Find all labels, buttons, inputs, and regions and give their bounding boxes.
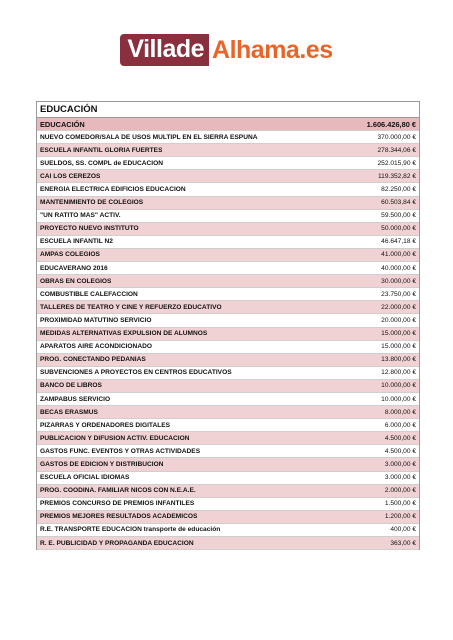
row-amount: 40.000,00 € xyxy=(381,264,416,272)
row-label: PIZARRAS Y ORDENADORES DIGITALES xyxy=(40,421,171,429)
row-label: NUEVO COMEDOR/SALA DE USOS MULTIPL EN EL SIERRA ESPUÑA xyxy=(40,133,258,141)
row-label: APARATOS AIRE ACONDICIONADO xyxy=(40,343,152,351)
row-amount: 59.500,00 € xyxy=(381,212,416,220)
table-row xyxy=(37,210,419,223)
row-label: TALLERES DE TEATRO Y CINE Y REFUERZO EDUCATIVO xyxy=(40,303,222,311)
logo-part-alhama: Alhama.es xyxy=(212,36,333,64)
row-amount: 23.750,00 € xyxy=(381,290,416,298)
row-label: MANTENIMIENTO DE COLEGIOS xyxy=(40,199,144,207)
table-row xyxy=(37,393,419,406)
table-row xyxy=(37,249,419,262)
row-amount: 370.000,00 € xyxy=(377,133,416,141)
table-row xyxy=(37,314,419,327)
budget-table xyxy=(36,101,420,550)
row-amount: 13.800,00 € xyxy=(381,356,416,364)
table-row xyxy=(37,354,419,367)
row-label: ESCUELA INFANTIL N2 xyxy=(40,238,113,246)
row-amount: 15.000,00 € xyxy=(381,330,416,338)
logo-part-villade: Villade xyxy=(120,34,209,66)
table-row xyxy=(37,524,419,537)
row-label: PUBLICACIÓN Y DIFUSIÓN ACTIV. EDUCACIÓN xyxy=(40,434,190,442)
row-amount: 8.000,00 € xyxy=(384,408,416,416)
row-label: PREMIOS MEJORES RESULTADOS ACADEMICOS xyxy=(40,513,198,521)
row-label: PROXIMIDAD MATUTINO SERVICIO xyxy=(40,316,152,324)
row-label: "UN RATITO MAS" ACTIV. xyxy=(40,212,121,220)
row-amount: 30.000,00 € xyxy=(381,277,416,285)
row-label: COMBUSTIBLE CALEFACCIÓN xyxy=(40,290,138,298)
row-label: AMPAS COLEGIOS xyxy=(40,251,100,259)
table-row xyxy=(37,380,419,393)
total-amount: 1.606.426,80 € xyxy=(366,119,416,129)
table-row xyxy=(37,223,419,236)
row-amount: 15.000,00 € xyxy=(381,343,416,351)
row-amount: 4.500,00 € xyxy=(384,447,416,455)
row-label: MEDIDAS ALTERNATIVAS EXPULSIÓN DE ALUMNOS xyxy=(40,330,208,338)
table-row xyxy=(37,288,419,301)
row-label: GASTOS FUNC. EVENTOS Y OTRAS ACTIVIDADES xyxy=(40,447,201,455)
row-label: PROYECTO NUEVO INSTITUTO xyxy=(40,225,139,233)
row-label: GASTOS DE EDICION Y DISTRIBUCIÓN xyxy=(40,460,164,468)
row-amount: 400,00 € xyxy=(390,526,416,534)
table-row xyxy=(37,432,419,445)
table-row xyxy=(37,367,419,380)
row-amount: 1.200,00 € xyxy=(384,513,416,521)
table-row xyxy=(37,485,419,498)
table-row xyxy=(37,236,419,249)
row-label: PROG. CONECTANDO PEDANIAS xyxy=(40,356,146,364)
total-row xyxy=(37,118,419,131)
total-label: EDUCACIÓN xyxy=(40,119,85,129)
table-row xyxy=(37,183,419,196)
row-amount: 4.500,00 € xyxy=(384,434,416,442)
table-row xyxy=(37,301,419,314)
table-row xyxy=(37,275,419,288)
row-amount: 119.352,82 € xyxy=(377,172,416,180)
row-label: ESCUELA INFANTIL GLORIA FUERTES xyxy=(40,146,163,154)
row-label: ZAMPABUS SERVICIO xyxy=(40,395,111,403)
table-row xyxy=(37,157,419,170)
table-row xyxy=(37,511,419,524)
row-label: PREMIOS CONCURSO DE PREMIOS INFANTILES xyxy=(40,500,195,508)
row-label: R.E. TRANSPORTE EDUCACIÓN transporte de educación xyxy=(40,526,221,534)
row-amount: 10.000,00 € xyxy=(381,395,416,403)
row-amount: 22.000,00 € xyxy=(381,303,416,311)
site-logo[interactable] xyxy=(0,34,453,66)
row-label: BANCO DE LIBROS xyxy=(40,382,102,390)
table-row xyxy=(37,406,419,419)
row-amount: 6.000,00 € xyxy=(384,421,416,429)
section-title: EDUCACIÓN xyxy=(37,102,419,118)
row-amount: 10.000,00 € xyxy=(381,382,416,390)
row-amount: 3.000,00 € xyxy=(384,474,416,482)
table-row xyxy=(37,262,419,275)
row-amount: 12.800,00 € xyxy=(381,369,416,377)
table-row xyxy=(37,144,419,157)
table-row xyxy=(37,170,419,183)
row-label: PROG. COODINA. FAMILIAR NICOS CON N.E.A.E. xyxy=(40,487,196,495)
row-label: CAI LOS CEREZOS xyxy=(40,172,101,180)
row-amount: 60.503,84 € xyxy=(381,199,416,207)
table-row xyxy=(37,498,419,511)
row-amount: 363,00 € xyxy=(390,539,416,547)
row-amount: 1.500,00 € xyxy=(384,500,416,508)
table-row xyxy=(37,472,419,485)
row-amount: 252.015,90 € xyxy=(377,159,416,167)
table-row xyxy=(37,419,419,432)
table-row xyxy=(37,197,419,210)
row-amount: 46.647,18 € xyxy=(381,238,416,246)
row-label: R. E. PUBLICIDAD Y PROPAGANDA EDUCACIÓN xyxy=(40,539,194,547)
row-label: ENERGÍA ELÉCTRICA EDIFICIOS EDUCACIÓN xyxy=(40,186,186,194)
row-amount: 50.000,00 € xyxy=(381,225,416,233)
table-row xyxy=(37,445,419,458)
row-amount: 278.344,06 € xyxy=(377,146,416,154)
table-row xyxy=(37,341,419,354)
table-row xyxy=(37,328,419,341)
table-row xyxy=(37,458,419,471)
row-amount: 41.000,00 € xyxy=(381,251,416,259)
row-amount: 3.000,00 € xyxy=(384,460,416,468)
row-amount: 2.000,00 € xyxy=(384,487,416,495)
row-label: EDUCAVERANO 2016 xyxy=(40,264,108,272)
row-label: BECAS ERASMUS xyxy=(40,408,98,416)
table-row xyxy=(37,537,419,550)
row-amount: 20.000,00 € xyxy=(381,316,416,324)
table-row xyxy=(37,131,419,144)
row-amount: 82.250,00 € xyxy=(381,186,416,194)
row-label: SUELDOS, SS. COMPL de EDUCACIÓN xyxy=(40,159,163,167)
row-label: ESCUELA OFICIAL IDIOMAS xyxy=(40,474,130,482)
row-label: OBRAS EN COLEGIOS xyxy=(40,277,112,285)
row-label: SUBVENCIONES A PROYECTOS EN CENTROS EDUCATIVOS xyxy=(40,369,232,377)
